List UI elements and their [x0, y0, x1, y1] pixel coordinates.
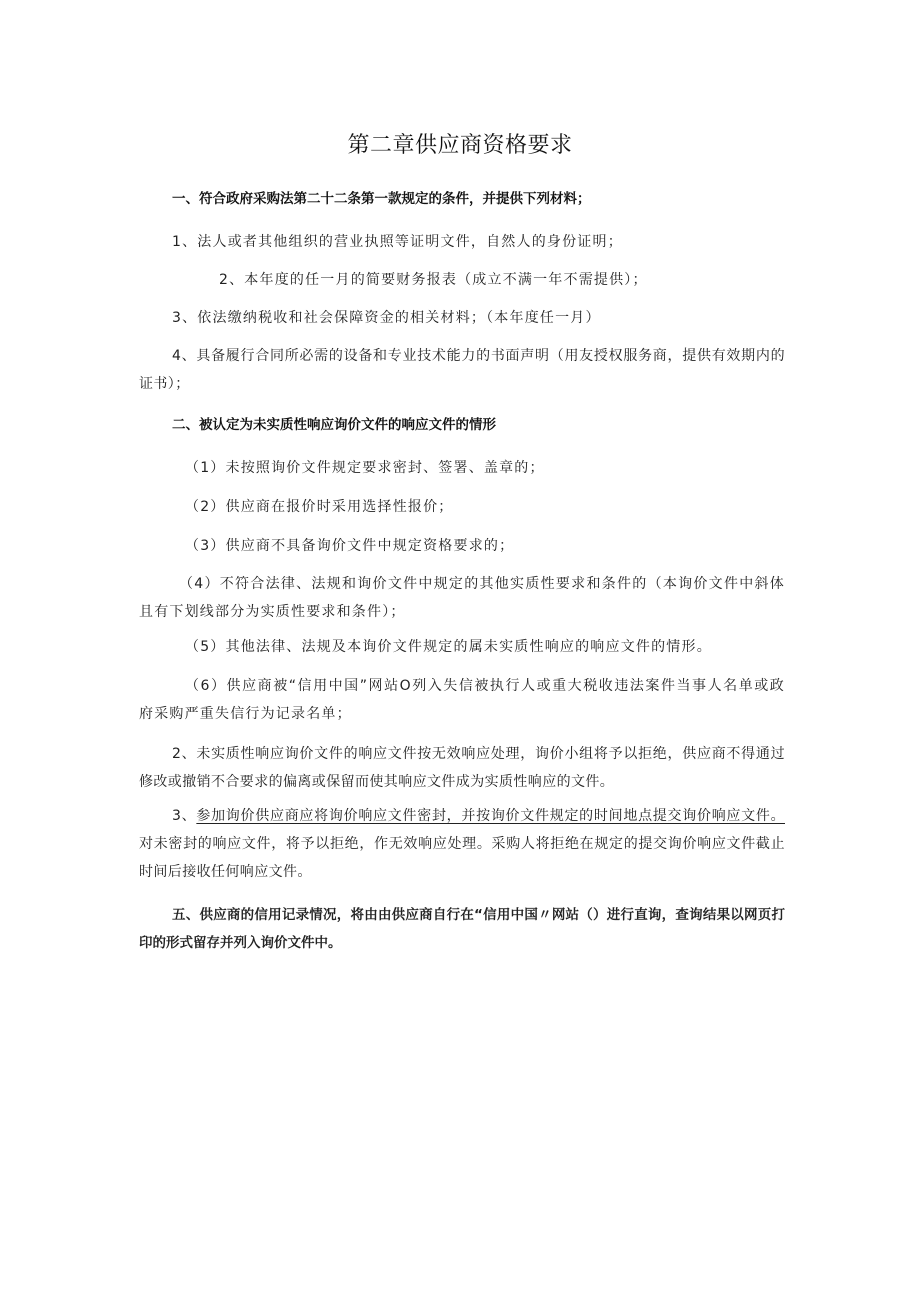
section-1-item-4: 4、具备履行合同所必需的设备和专业技术能力的书面声明（用友授权服务商，提供有效期内的证书）；	[139, 348, 785, 392]
section-2-item-2: （2）供应商在报价时采用选择性报价；	[185, 499, 454, 515]
section-2-item-8-number: 3、	[172, 808, 197, 824]
page-title: 第二章供应商资格要求	[347, 133, 573, 158]
section-1-item-2: 2、本年度的任一月的简要财务报表（成立不满一年不需提供）；	[219, 272, 648, 288]
section-1-item-1: 1、法人或者其他组织的营业执照等证明文件，自然人的身份证明；	[172, 234, 623, 250]
section-2-heading: 二、被认定为未实质性响应询价文件的响应文件的情形	[172, 417, 496, 433]
section-2-item-4: （4）不符合法律、法规和询价文件中规定的其他实质性要求和条件的（本询价文件中斜体且有下划线部分为实质性要求和条件）；	[139, 576, 785, 620]
section-2-item-1: （1）未按照询价文件规定要求密封、签署、盖章的；	[185, 460, 545, 476]
section-5-heading: 五、供应商的信用记录情况，将由由供应商自行在“信用中国〃网站（）进行直询，查询结果以网页打印的形式留存并列入询价文件中。	[139, 907, 785, 951]
section-2-item-7: 2、未实质性响应询价文件的响应文件按无效响应处理，询价小组将予以拒绝，供应商不得通过修改或撤销不合要求的偏离或保留而使其响应文件成为实质性响应的文件。	[139, 746, 785, 790]
section-2-item-5: （5）其他法律、法规及本询价文件规定的属未实质性响应的响应文件的情形。	[185, 639, 712, 655]
section-1-heading: 一、符合政府采购法第二十二条第一款规定的条件，并提供下列材料；	[172, 191, 591, 207]
section-2-item-6: （6）供应商被“信用中国”网站O列入失信被执行人或重大税收违法案件当事人名单或政府采购严重失信行为记录名单；	[139, 678, 785, 722]
section-2-item-3: （3）供应商不具备询价文件中规定资格要求的；	[185, 538, 515, 554]
section-2-item-8-underlined: 参加询价供应商应将询价响应文件密封，并按询价文件规定的时间地点提交询价响应文件。	[196, 808, 785, 824]
section-2-item-8	[139, 802, 785, 886]
section-1-item-3: 3、依法缴纳税收和社会保障资金的相关材料；（本年度任一月）	[172, 310, 601, 326]
section-2-item-8-rest: 对未密封的响应文件，将予以拒绝，作无效响应处理。采购人将拒绝在规定的提交询价响应文件截止时间后接收任何响应文件。	[139, 836, 785, 880]
